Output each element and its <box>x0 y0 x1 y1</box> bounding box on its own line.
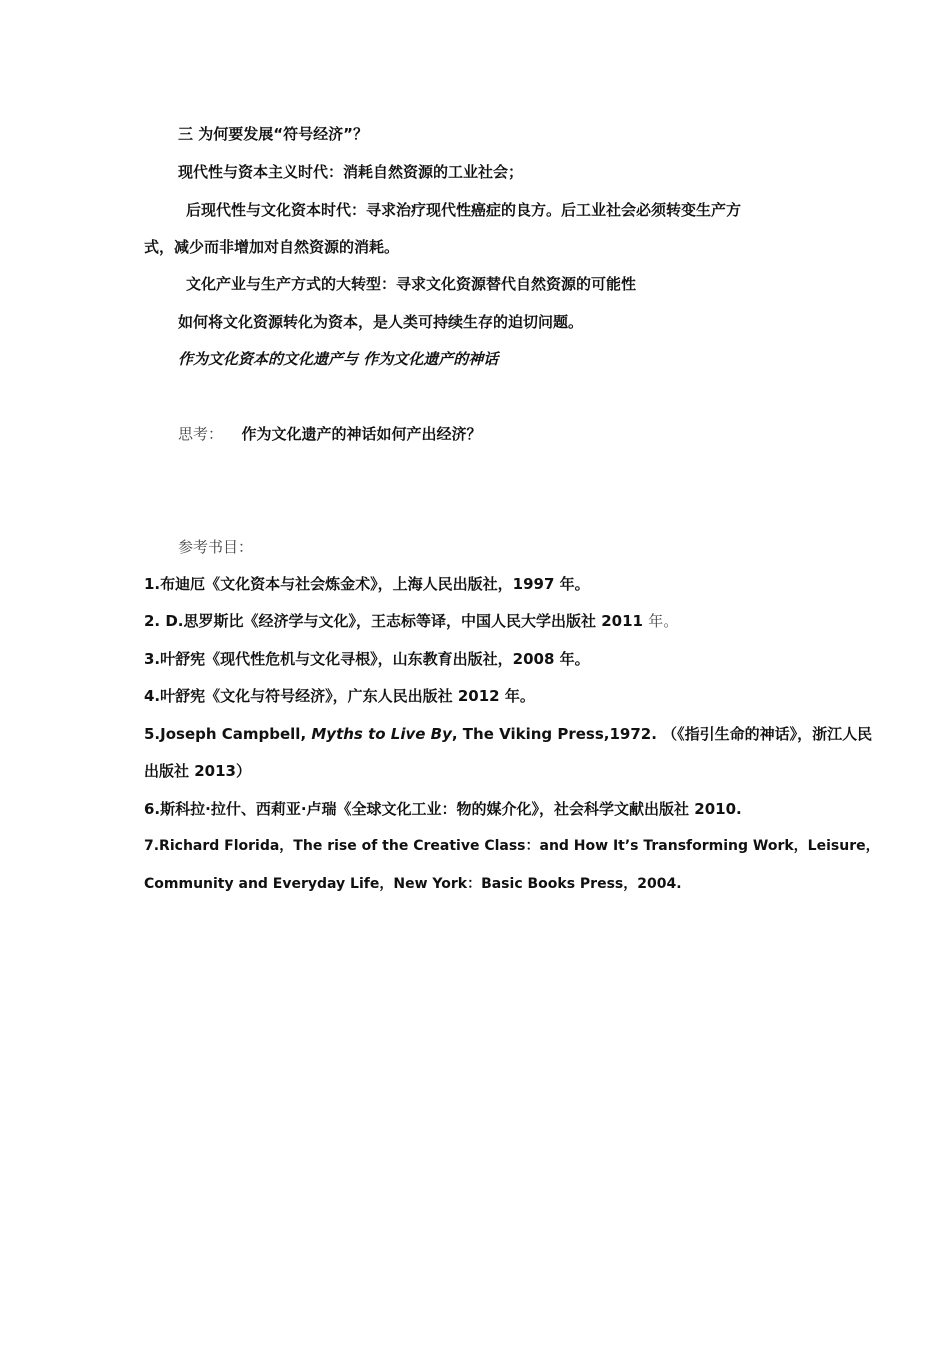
reference-5-rest: , The Viking Press,1972. （《指引生命的神话》，浙江人民 <box>451 725 873 743</box>
reference-6: 6.斯科拉·拉什、西莉亚·卢瑞《全球文化工业：物的媒介化》，社会科学文献出版社 2010. <box>144 800 742 818</box>
references-label: 参考书目： <box>178 538 254 556</box>
paragraph-heritage-myth: 作为文化资本的文化遗产与 作为文化遗产的神话 <box>178 350 499 368</box>
reference-1: 1.布迪厄《文化资本与社会炼金术》，上海人民出版社，1997 年。 <box>144 575 590 593</box>
reference-5-title: Myths to Live By <box>311 725 452 743</box>
think-label: 思考： <box>178 425 224 443</box>
think-question: 作为文化遗产的神话如何产出经济？ <box>241 425 482 443</box>
paragraph-capital-question: 如何将文化资源转化为资本，是人类可持续生存的迫切问题。 <box>178 313 584 331</box>
reference-3: 3.叶舒宪《现代性危机与文化寻根》，山东教育出版社，2008 年。 <box>144 650 590 668</box>
reference-2-tail: 年。 <box>648 612 679 630</box>
section-heading: 三 为何要发展“符号经济”？ <box>178 125 368 143</box>
paragraph-cultural-industry: 文化产业与生产方式的大转型：寻求文化资源替代自然资源的可能性 <box>186 275 637 293</box>
reference-7-line2: Community and Everyday Life，New York：Basic Books Press，2004. <box>144 876 682 892</box>
reference-5-line1 <box>144 724 872 744</box>
reference-7-line1: 7.Richard Florida，The rise of the Creative Class：and How It’s Transforming Work，Leisure， <box>144 838 880 854</box>
reference-2-main: 2. D.思罗斯比《经济学与文化》，王志标等译，中国人民大学出版社 2011 <box>144 612 649 630</box>
think-block <box>178 424 482 444</box>
paragraph-modernity: 现代性与资本主义时代：消耗自然资源的工业社会； <box>178 163 524 181</box>
reference-4: 4.叶舒宪《文化与符号经济》，广东人民出版社 2012 年。 <box>144 687 535 705</box>
reference-5-line2: 出版社 2013） <box>144 762 251 780</box>
paragraph-postmodernity-line2: 式，减少而非增加对自然资源的消耗。 <box>144 238 400 256</box>
paragraph-postmodernity-line1: 后现代性与文化资本时代：寻求治疗现代性癌症的良方。后工业社会必须转变生产方 <box>186 201 742 219</box>
reference-5-author: 5.Joseph Campbell, <box>144 725 312 743</box>
reference-2 <box>144 611 678 631</box>
